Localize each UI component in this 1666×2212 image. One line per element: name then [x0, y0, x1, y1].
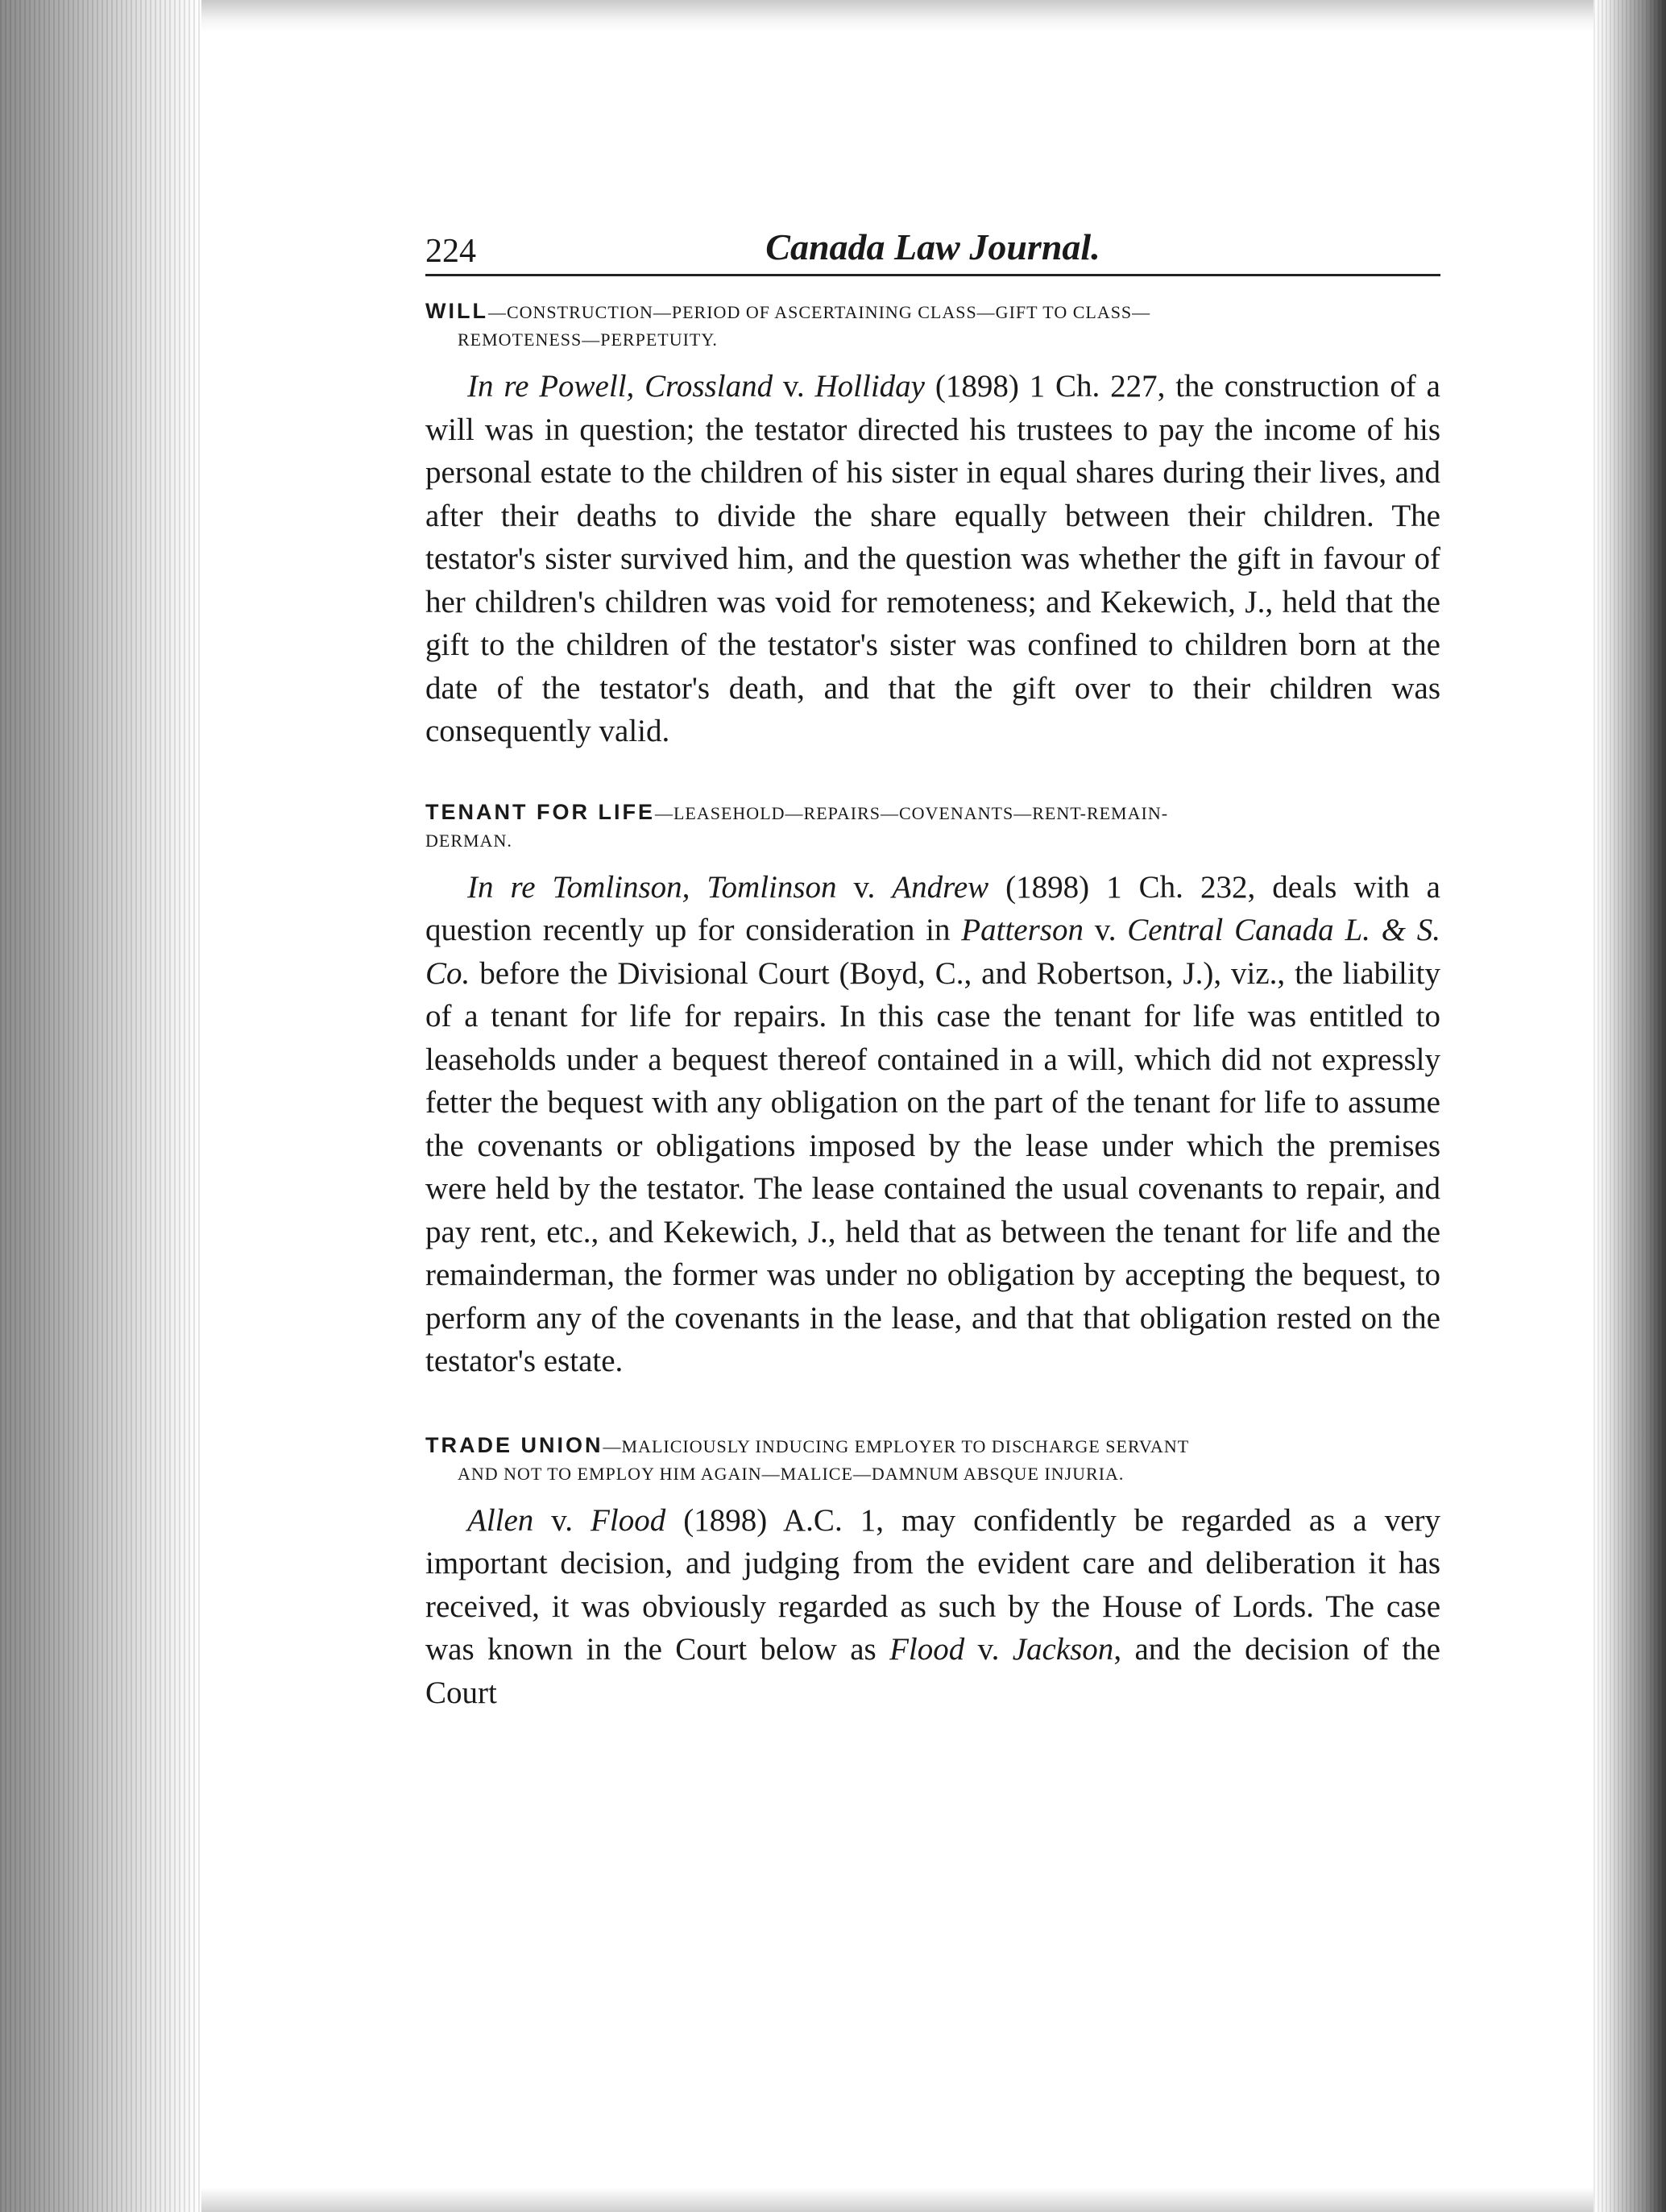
section-heading-trade-union [425, 1431, 1440, 1488]
section-paragraph-tenant-for-life [425, 866, 1440, 1383]
heading-rest-continued: REMOTENESS—PERPETUITY. [458, 329, 718, 350]
paragraph-text: before the Divisional Court (Boyd, C., and Robertson, J.), viz., the liability of a tenant for life for repairs. In this case the tenant for life was entitled to leaseholds under a bequest thereof contained in a will, which did not expressly fetter the bequest with any obligation on the part of the tenant for life to assume the covenants or obligations imposed by the lease under which the premises were held by the testator. The lease contained the usual covenants to repair, and pay rent, etc., and Kekewich, J., held that as between the tenant for life and the remainderman, the former was under no obligation by accepting the bequest, to perform any of the covenants in the lease, and that that obligation rested on the testator's estate. [425, 955, 1440, 1378]
heading-rest: —CONSTRUCTION—PERIOD OF ASCERTAINING CLASS—GIFT TO CLASS— [487, 302, 1151, 322]
case-name: Holliday [814, 369, 925, 404]
heading-rest-continued: DERMAN. [425, 830, 512, 851]
heading-lead: WILL [425, 299, 488, 323]
scan-border-top [201, 0, 1593, 32]
section-heading-tenant-for-life [425, 798, 1440, 855]
paragraph-text: , and the decision of the Court [425, 1632, 1440, 1710]
scan-border-left [0, 0, 201, 2212]
heading-rest: —LEASEHOLD—REPAIRS—COVENANTS—RENT-REMAIN- [654, 802, 1169, 823]
case-name: In re Powell, Crossland [467, 369, 773, 404]
versus: v. [1083, 913, 1128, 947]
scan-border-bottom [201, 2188, 1593, 2212]
heading-lead: TENANT FOR LIFE [425, 799, 655, 824]
paragraph-text: (1898) 1 Ch. 227, the construction of a will was in question; the testator directed his trustees to pay the income of his personal estate to the children of his sister in equal shares during their lives, and after their deaths to divide the share equally between their children. The testator's sister survived him, and the question was whether the gift in favour of her children's children was void for remoteness; and Kekewich, J., held that the gift to the children of the testator's sister was confined to children born at the date of the testator's death, and that the gift over to their children was consequently valid. [425, 369, 1440, 748]
section-paragraph-will [425, 365, 1440, 753]
paragraph-text: (1898) 1 Ch. 232, deals with a question recently up for consideration in [425, 869, 1440, 947]
journal-title: Canada Law Journal. [765, 226, 1100, 267]
section-heading-will [425, 297, 1440, 354]
page-number: 224 [425, 233, 476, 270]
case-name: Andrew [892, 869, 989, 905]
case-name: Flood [591, 1502, 666, 1538]
case-name: In re Tomlinson, Tomlinson [467, 869, 837, 905]
versus: v. [964, 1632, 1013, 1667]
section-paragraph-trade-union [425, 1499, 1440, 1715]
scan-border-right [1593, 0, 1666, 2212]
journal-page [425, 226, 1440, 1714]
running-head [425, 226, 1440, 276]
heading-rest-continued: AND NOT TO EMPLOY HIM AGAIN—MALICE—DAMNUM ABSQUE INJURIA. [458, 1463, 1125, 1484]
case-name: Flood [889, 1632, 965, 1667]
case-name: Central Canada L. & S. Co. [425, 913, 1441, 991]
heading-rest: —MALICIOUSLY INDUCING EMPLOYER TO DISCHARGE SERVANT [603, 1435, 1190, 1456]
case-name: Patterson [961, 913, 1084, 947]
versus: v. [533, 1502, 591, 1538]
versus: v. [836, 869, 893, 905]
versus: v. [773, 369, 815, 404]
case-name: Allen [467, 1502, 534, 1538]
paragraph-text: (1898) A.C. 1, may confidently be regarded as a very important decision, and judging from the evident care and deliberation it has received, it was obviously regarded as such by the House of Lords. The case was known in the Court below as [425, 1502, 1440, 1667]
case-name: Jackson [1012, 1632, 1114, 1667]
heading-lead: TRADE UNION [425, 1432, 603, 1457]
